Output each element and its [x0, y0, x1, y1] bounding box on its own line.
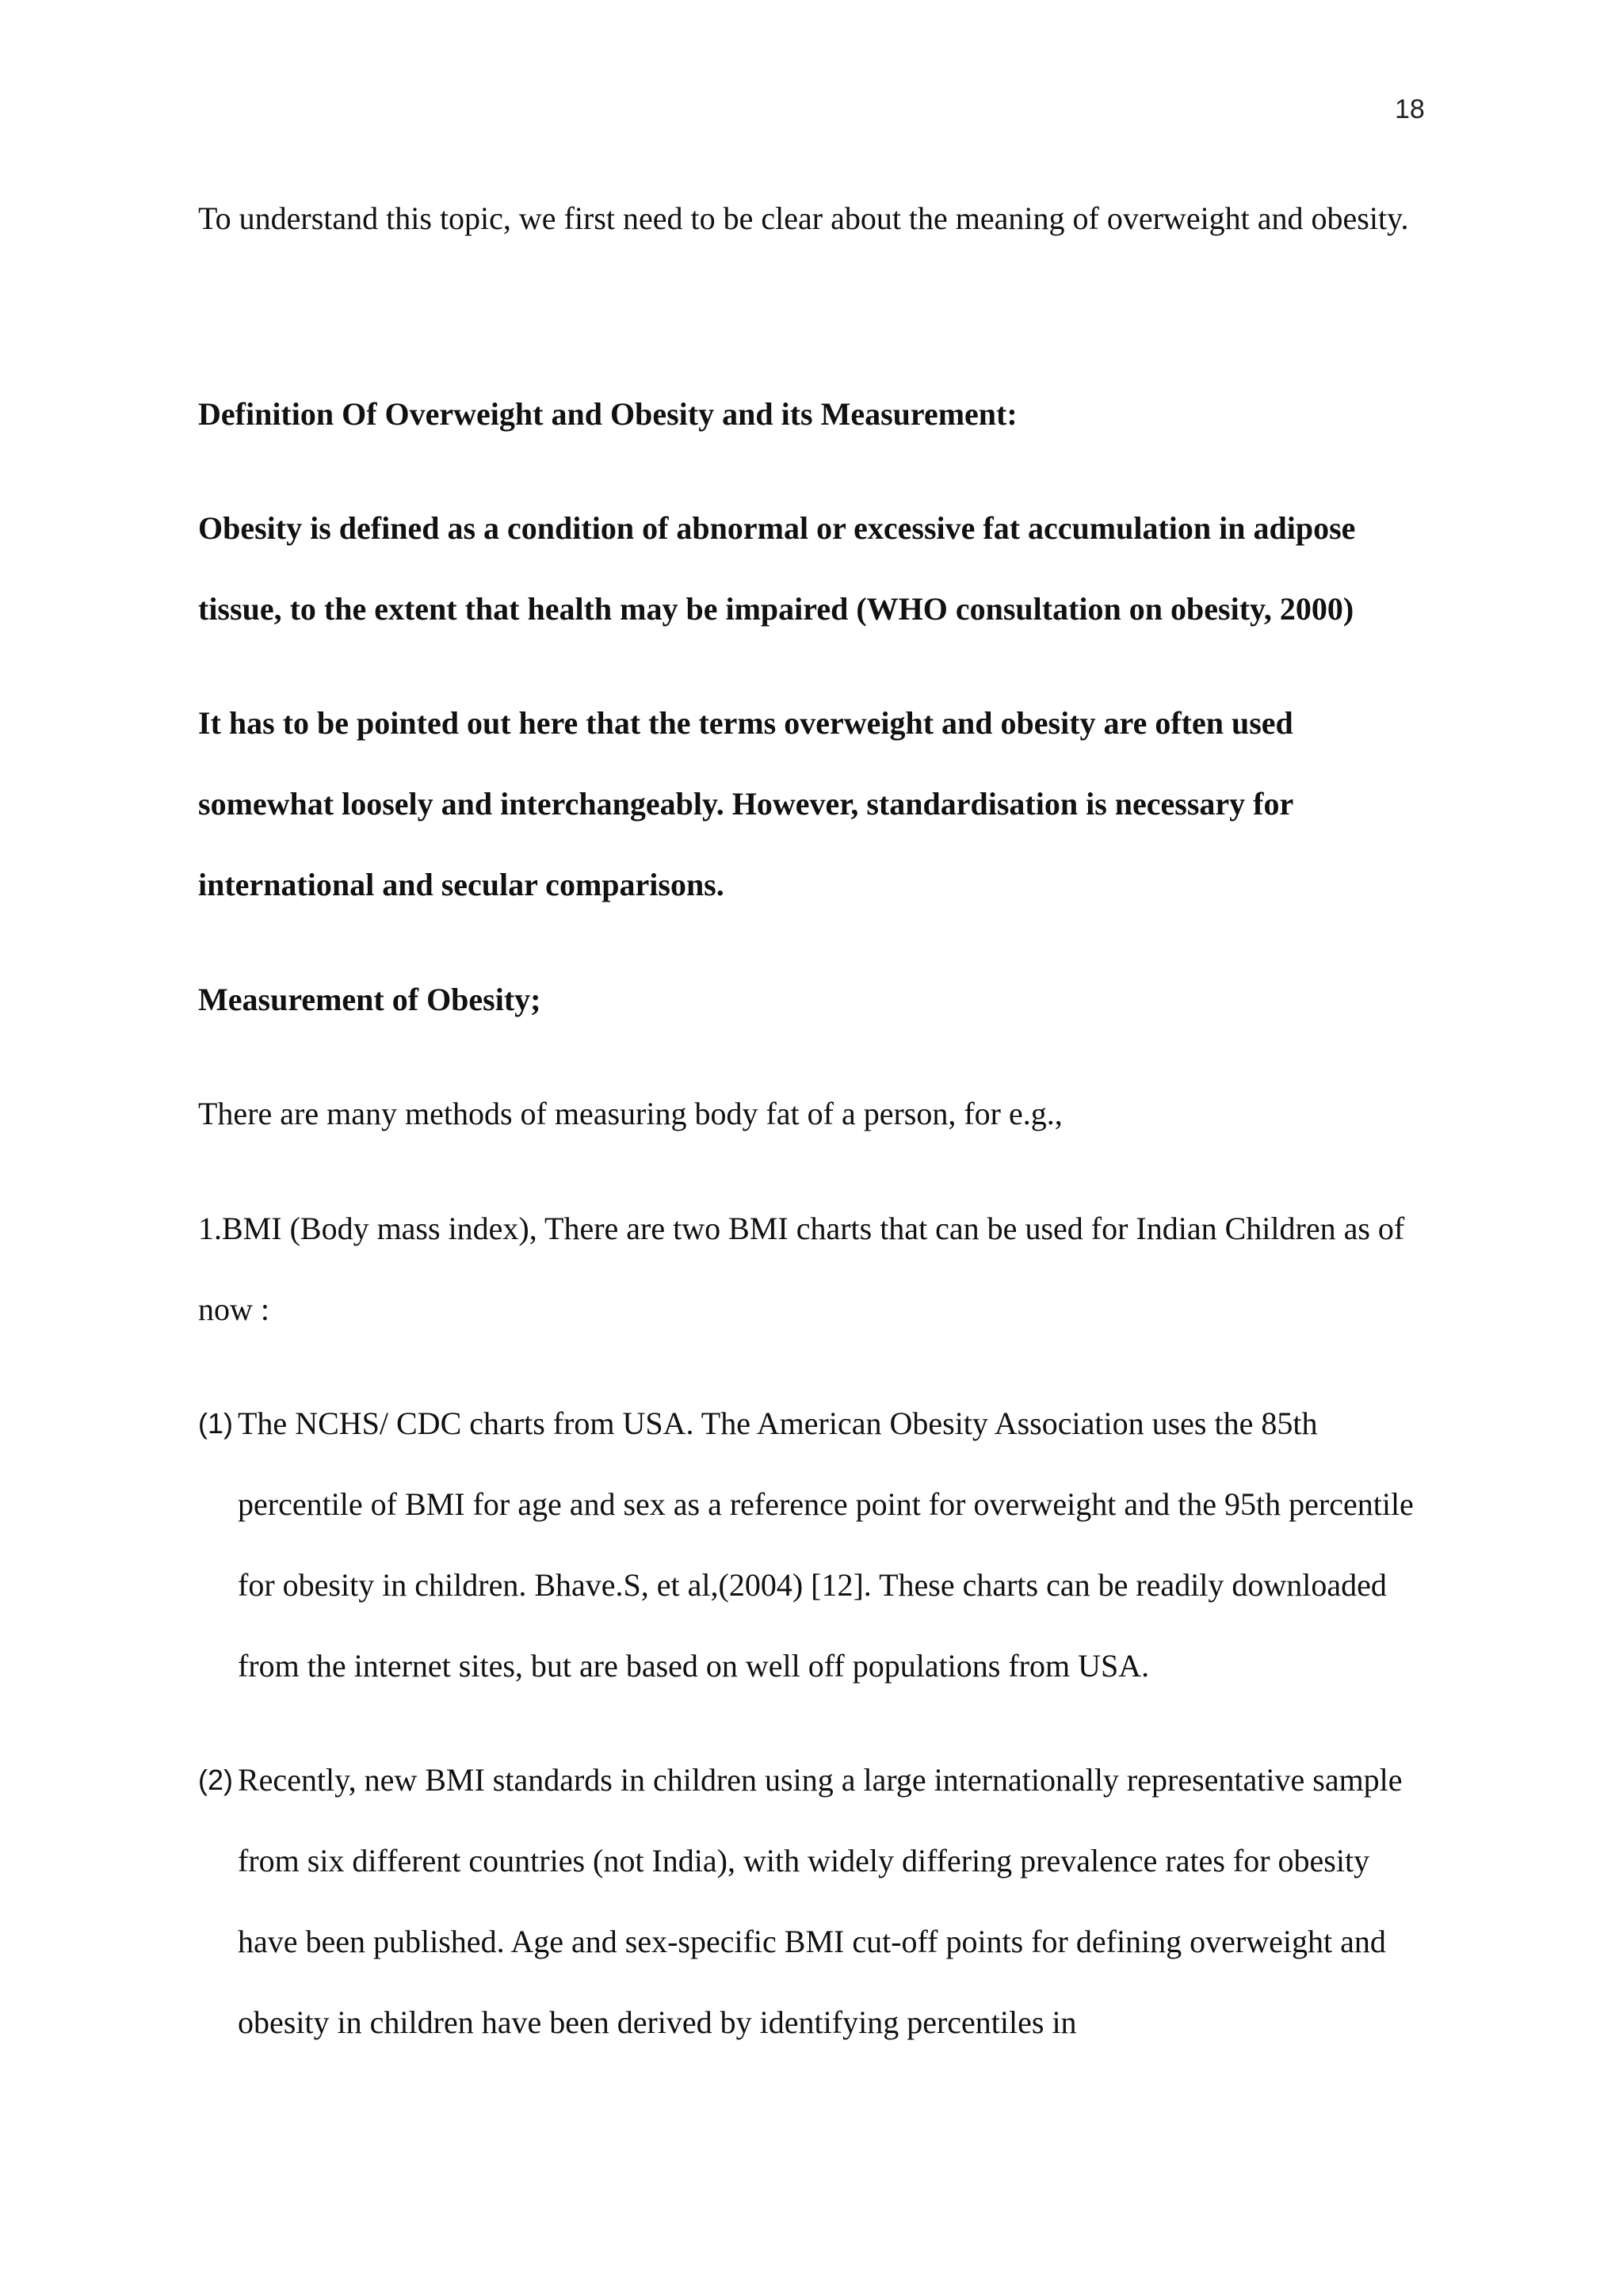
measurement-heading: Measurement of Obesity; — [198, 982, 541, 1017]
definition-paragraph: Obesity is defined as a condition of abnormal or excessive fat accumulation in adipose tissue, to the extent that health may be impaired (WHO consultation on obesity, 2000) — [198, 510, 1356, 627]
list-item-text: The NCHS/ CDC charts from USA. The American Obesity Association uses the 85th percentile of BMI for age and sex as a reference point for overweight and the 95th percentile for obesity in children. Bhave.S, et al,(2004) [12]. These charts can be readily downloaded from the internet sites, but are based on well off populations from USA. — [238, 1405, 1414, 1684]
list-item — [198, 1383, 1434, 1707]
page-number: 18 — [1395, 94, 1425, 124]
list-item — [198, 1740, 1434, 2063]
note-paragraph: It has to be pointed out here that the terms overweight and obesity are often used somewhat loosely and interchangeably. However, standardisation is necessary for international and secular comparisons. — [198, 705, 1293, 902]
list-item-text: Recently, new BMI standards in children using a large internationally representative sample from six different countries (not India), with widely differing prevalence rates for obesity have been published. Age and sex-specific BMI cut-off points for defining overweight and obesity in children have been derived by identifying percentiles in — [238, 1762, 1403, 2040]
definition-heading: Definition Of Overweight and Obesity and its Measurement: — [198, 396, 1018, 432]
intro-paragraph: To understand this topic, we first need to be clear about the meaning of overweight and obesity. — [198, 200, 1409, 236]
bmi-intro-paragraph: 1.BMI (Body mass index), There are two BMI charts that can be used for Indian Children as of now : — [198, 1211, 1405, 1327]
list-marker: (1) — [198, 1407, 233, 1440]
methods-intro-paragraph: There are many methods of measuring body fat of a person, for e.g., — [198, 1096, 1063, 1131]
list-marker: (2) — [198, 1764, 233, 1796]
